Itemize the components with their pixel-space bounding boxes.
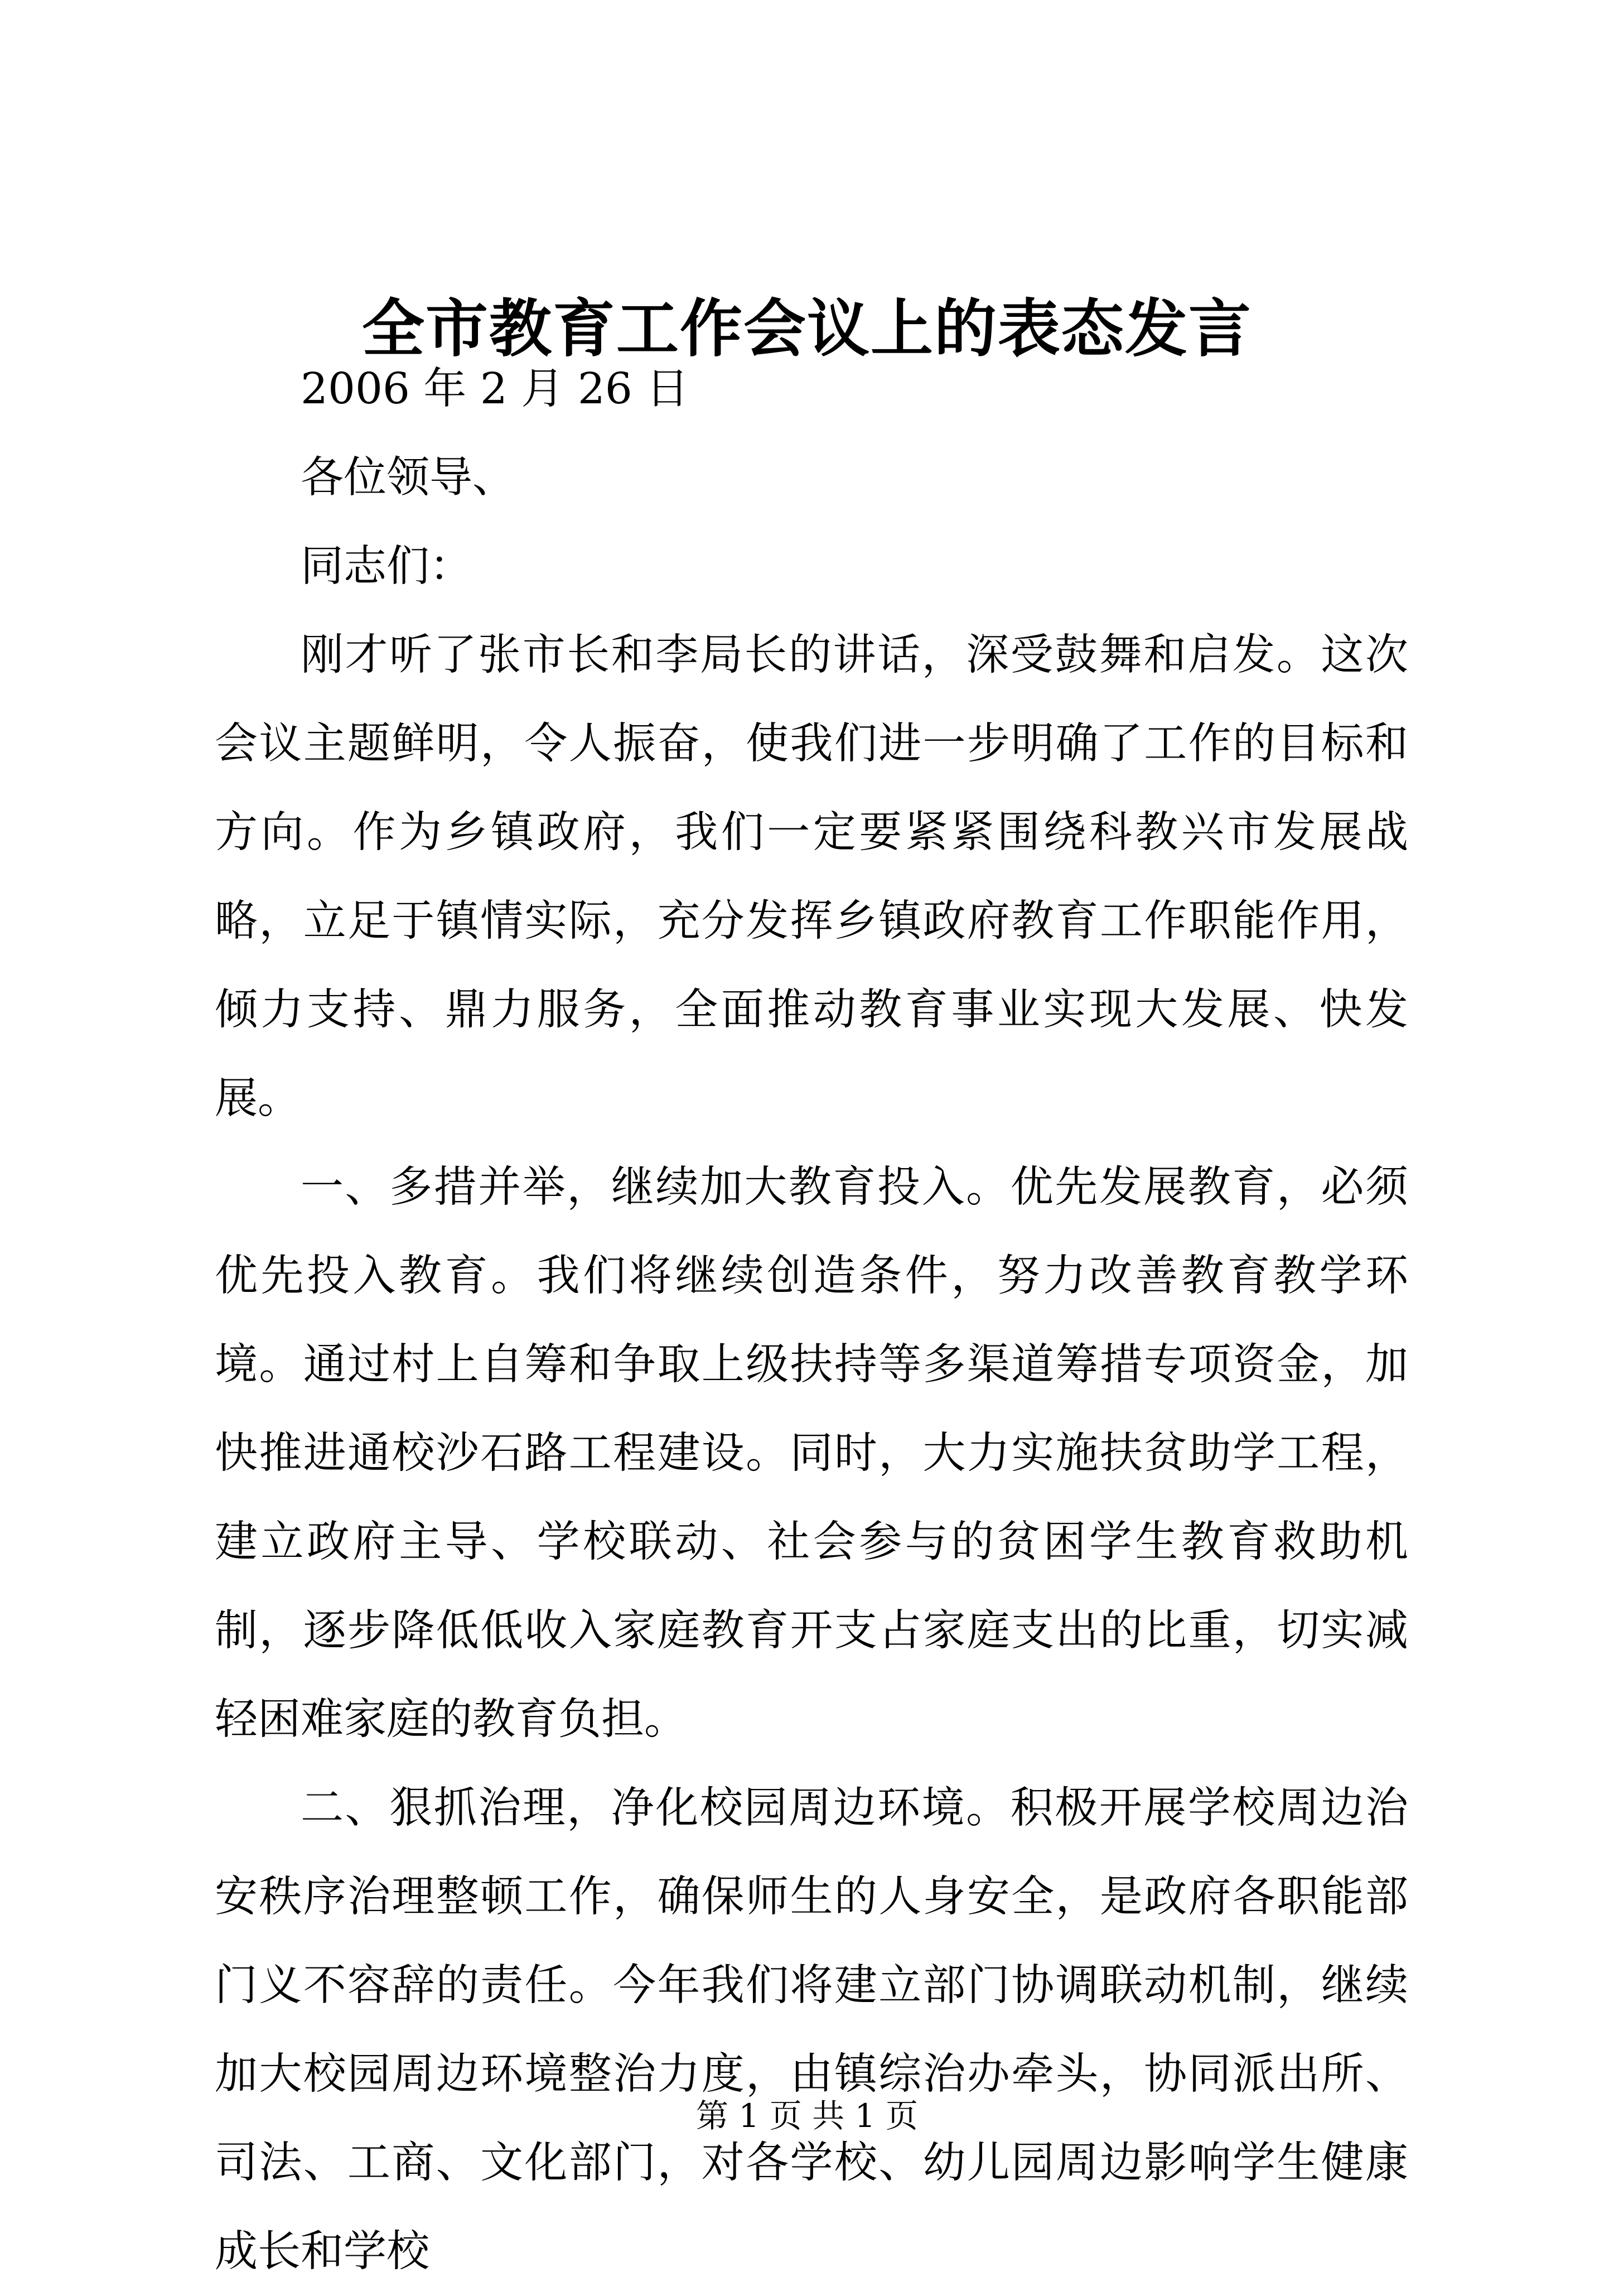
page-number-footer: 第 1 页 共 1 页 <box>696 2097 918 2135</box>
paragraph-intro: 刚才听了张市长和李局长的讲话，深受鼓舞和启发。这次会议主题鲜明，令人振奋，使我们进一步明确了工作的目标和方向。作为乡镇政府，我们一定要紧紧围绕科教兴市发展战略，立足于镇情实际，充分发挥乡镇政府教育工作职能作用，倾力支持、鼎力服务，全面推动教育事业实现大发展、快发展。 <box>215 630 1408 1123</box>
salutation-leaders: 各位领导、 <box>301 453 515 503</box>
paragraph-section-two: 二、狠抓治理，净化校园周边环境。积极开展学校周边治安秩序治理整顿工作，确保师生的人身安全，是政府各职能部门义不容辞的责任。今年我们将建立部门协调联动机制，继续加大校园周边环境整治力度，由镇综治办牵头，协同派出所、司法、工商、文化部门，对各学校、幼儿园周边影响学生健康成长和学校 <box>215 1783 1408 2276</box>
document-title: 全市教育工作会议上的表态发言 <box>362 292 1252 365</box>
document-date: 2006 年 2 月 26 日 <box>301 364 689 414</box>
salutation-comrades: 同志们： <box>301 542 472 591</box>
paragraph-section-one: 一、多措并举，继续加大教育投入。优先发展教育，必须优先投入教育。我们将继续创造条件，努力改善教育教学环境。通过村上自筹和争取上级扶持等多渠道筹措专项资金，加快推进通校沙石路工程建设。同时，大力实施扶贫助学工程，建立政府主导、学校联动、社会参与的贫困学生教育救助机制，逐步降低低收入家庭教育开支占家庭支出的比重，切实减轻困难家庭的教育负担。 <box>215 1163 1408 1744</box>
document-body <box>215 345 1408 2296</box>
